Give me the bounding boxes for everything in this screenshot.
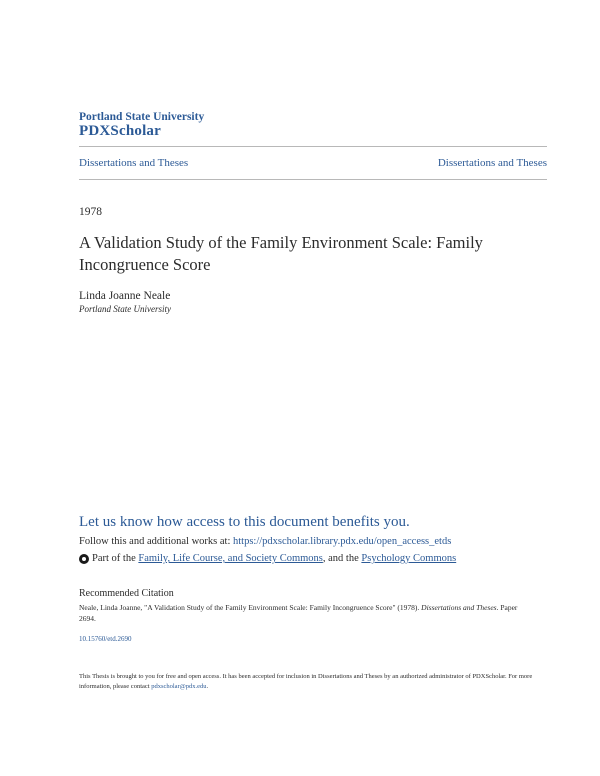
citation-text <box>79 602 519 624</box>
author-affiliation: Portland State University <box>79 304 171 314</box>
family-commons-link[interactable]: Family, Life Course, and Society Commons <box>138 553 323 564</box>
repository-url-link[interactable]: https://pdxscholar.library.pdx.edu/open_access_etds <box>233 536 452 547</box>
collection-link-right[interactable]: Dissertations and Theses <box>437 157 547 169</box>
follow-prefix: Follow this and additional works at: <box>79 536 233 547</box>
contact-email-link[interactable]: pdxscholar@pdx.edu <box>151 683 207 690</box>
document-title: A Validation Study of the Family Environment Scale: Family Incongruence Score <box>79 233 483 274</box>
repository-name[interactable]: PDXScholar <box>79 123 161 139</box>
part-of-prefix: Part of the <box>92 553 139 564</box>
citation-end: . Paper 2694. <box>79 603 518 623</box>
benefit-feedback-link[interactable]: Let us know how access to this document benefits you. <box>79 514 410 530</box>
part-of-line <box>79 553 456 564</box>
footer-notice <box>79 672 534 692</box>
collection-link-left[interactable]: Dissertations and Theses <box>79 157 189 169</box>
footer-text: This Thesis is brought to you for free and open access. It has been accepted for inclusion in Dissertations and Theses by an authorized administrator of PDXScholar. For more information, please contact <box>79 673 533 690</box>
recommended-citation-label: Recommended Citation <box>79 588 174 599</box>
follow-line <box>79 536 451 547</box>
publication-year: 1978 <box>79 206 102 218</box>
and-the-text: , and the <box>322 553 362 564</box>
citation-collection: Dissertations and Theses <box>421 603 497 612</box>
footer-end: . <box>206 683 209 690</box>
doi-link[interactable]: 10.15760/etd.2690 <box>79 635 132 643</box>
citation-main: Neale, Linda Joanne, "A Validation Study of the Family Environment Scale: Family Incongruence Score" (1978). <box>79 603 422 612</box>
open-access-icon <box>79 554 89 564</box>
header-divider <box>79 146 547 147</box>
collection-divider <box>79 179 547 180</box>
author-name: Linda Joanne Neale <box>79 290 171 302</box>
university-name: Portland State University <box>79 111 205 123</box>
psychology-commons-link[interactable]: Psychology Commons <box>361 553 457 564</box>
